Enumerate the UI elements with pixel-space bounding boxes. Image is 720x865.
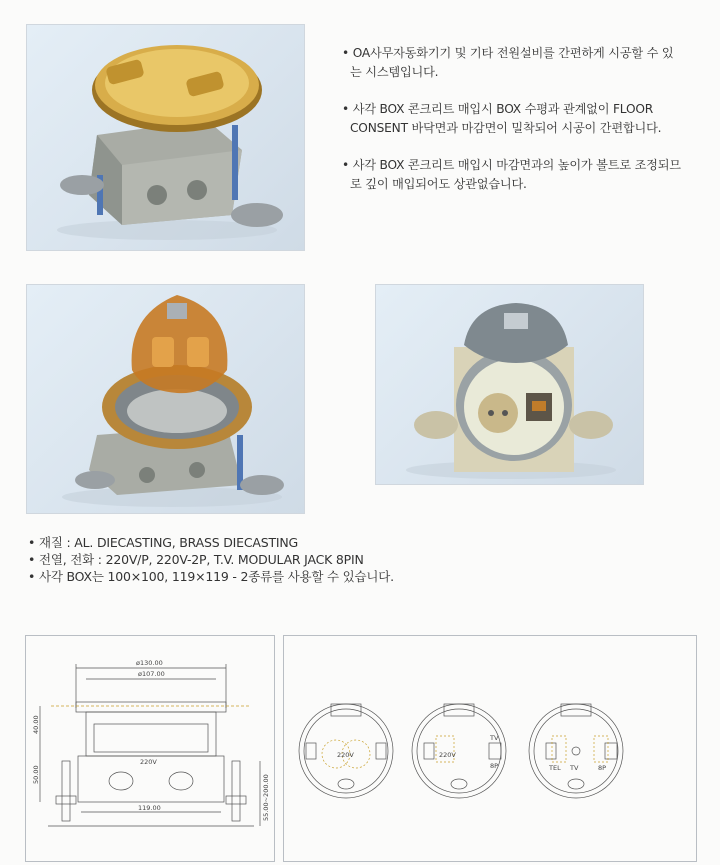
- cover3-label-8p: 8P: [598, 764, 607, 772]
- cover3-label-tv: TV: [570, 764, 579, 772]
- dim-right-height: 55.00~200.00: [262, 774, 270, 821]
- cover2-label-8p: 8P: [490, 762, 499, 770]
- description-point-1: • OA사무자동화기기 및 기타 전원설비를 간편하게 시공할 수 있는 시스템입니다.: [342, 46, 674, 79]
- description-point-3: • 사각 BOX 콘크리트 매입시 마감면과의 높이가 볼트로 조정되므로 깊이 매입되어도 상관없습니다.: [342, 158, 681, 191]
- description-point-2: • 사각 BOX 콘크리트 매입시 BOX 수평과 관계없이 FLOOR CONSENT 바닥면과 마감면이 밀착되어 시공이 간편합니다.: [342, 102, 662, 135]
- photo-open-floor-outlet: [27, 285, 304, 513]
- dim-bottom-width: 119.00: [138, 804, 161, 812]
- spec-item-material: • 재질 : AL. DIECASTING, BRASS DIECASTING: [28, 535, 298, 550]
- cover1-label: 220V: [337, 751, 354, 759]
- section-drawing: [25, 635, 275, 862]
- photo-socket-floor-outlet: [376, 285, 643, 484]
- dim-inner-diameter: ø107.00: [138, 670, 165, 678]
- spec-item-box-size: • 사각 BOX는 100×100, 119×119 - 2종류를 사용할 수 있습니다.: [28, 569, 394, 584]
- dim-left-lower: 50.00: [32, 765, 40, 784]
- description-bullets: [342, 44, 682, 212]
- spec-item-electrical: • 전열, 전화 : 220V/P, 220V-2P, T.V. MODULAR JACK 8PIN: [28, 552, 364, 567]
- dim-outer-diameter: ø130.00: [136, 659, 163, 667]
- plan-drawing: [283, 635, 697, 862]
- dim-left-upper: 40.00: [32, 715, 40, 734]
- cover3-label-tel: TEL: [549, 764, 561, 772]
- section-inner-label: 220V: [140, 758, 157, 766]
- cover2-label-220v: 220V: [439, 751, 456, 759]
- spec-list: [28, 534, 448, 585]
- cover2-label-tv: TV: [490, 734, 499, 742]
- photo-closed-floor-outlet: [27, 25, 304, 250]
